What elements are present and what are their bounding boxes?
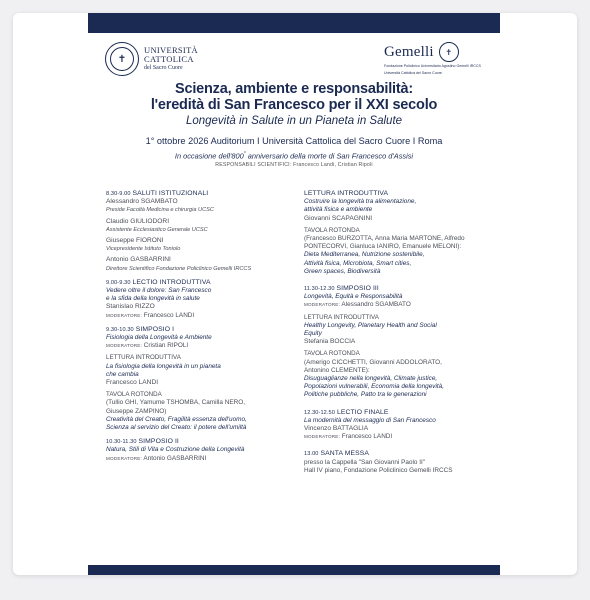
lettura-speaker: Francesco LANDI [106,379,159,387]
saluti-title: SALUTI ISTITUZIONALI [132,190,209,197]
gemelli-word: Gemelli [384,43,434,60]
lettura-topic: che cambia [106,370,139,378]
lectio-topic: Vedere oltre il dolore: San Francesco [106,287,212,295]
poster-top-bar [88,13,500,33]
program-right-column [304,190,490,481]
tavola-participants: (Tullio GHI, Yamume TSHOMBA, Camilla NERO, [106,399,245,407]
tavola-topic: Dieta Mediterranea, Nutrizione sostenibile, [304,251,425,259]
moderator-name: Francesco LANDI [143,311,195,319]
speaker-name: Alessandro SGAMBATO [106,198,178,206]
lectio-topic: e la sfida della longevità in salute [106,295,200,303]
speaker-name: Antonio GASBARRINI [106,256,171,264]
simposio2-moderator [106,455,294,463]
speaker-role: Direttore Scientifico Fondazione Policlinico Gemelli IRCCS [106,265,252,272]
tavola-title: TAVOLA ROTONDA [304,350,360,358]
poster-occasion [96,151,492,160]
occasion-post: anniversario della morte di San Francesco d'Assisi [245,151,414,161]
lettura-title: LETTURA INTRODUTTIVA [106,354,181,362]
messa-block [304,450,490,475]
simposio2-topic: Natura, Stili di Vita e Costruzione della Longevità [106,446,245,454]
lectio-time: 9.00-9.30 [106,279,131,286]
tavola-participants: PONTECORVI, Gianluca IANIRO, Emanuele MELONI): [304,243,462,251]
title-line2: l'eredità di San Francesco per il XXI secolo [150,97,438,113]
simposio2-block [106,438,294,463]
tavola-title: TAVOLA ROTONDA [106,391,162,399]
ucsc-line1: UNIVERSITÀ [144,44,198,55]
ucsc-seal-icon: ✝ [105,42,139,76]
lettura-block [304,190,490,276]
messa-time: 13.00 [304,451,319,458]
tavola-title: TAVOLA ROTONDA [304,226,360,234]
moderator-label: MODERATORE: [106,455,142,461]
finale-block [304,409,490,442]
simposio1-block [106,326,294,432]
finale-moderator [304,433,490,441]
ucsc-line3: del Sacro Cuore [144,64,183,71]
simposio1-time: 9.30-10.30 [106,326,134,333]
simposio3-block [304,285,490,400]
tavola-topic: Creatività del Creato, Fragilità essenza dell'uomo, [106,415,247,423]
lettura-topic: Costruire la longevità tra alimentazione, [304,198,417,206]
simposio1-title: SIMPOSIO I [135,325,175,333]
lettura-title: LETTURA INTRODUTTIVA [304,313,379,321]
simposio1-topic: Fisiologia della Longevità e Ambiente [106,334,212,342]
lectio-block [106,279,294,320]
simposio2-time: 10.30-11.30 [106,439,137,446]
occasion-sup: ° [243,151,246,157]
finale-time: 12.30-12.50 [304,409,335,416]
simposio1-moderator [106,342,294,350]
title-line1: Scienza, ambiente e responsabilità: [175,81,413,97]
lectio-speaker: Stanislao RIZZO [106,303,155,311]
lettura-topic: Equity [304,330,322,338]
messa-location: presso la Cappella "San Giovanni Paolo II" [304,458,426,466]
moderator-label: MODERATORE: [304,434,340,440]
tavola-topic: Politiche pubbliche, Patto tra le generazioni [304,391,427,399]
moderator-name: Francesco LANDI [341,433,393,441]
simposio3-topic: Longevità, Equità e Responsabilità [304,293,403,301]
tavola-participants: (Amerigo CICCHETTI, Giovanni ADDOLORATO, [304,358,442,366]
lectio-title: LECTIO INTRODUTTIVA [132,278,211,286]
moderator-label: MODERATORE: [304,302,340,308]
gemelli-seal-icon: ✝ [439,42,459,62]
simposio3-time: 11.30-12.30 [304,286,335,293]
speaker-role: Preside Facoltà Medicina e chirurgia UCSC [106,207,214,214]
saluti-block [106,190,294,273]
gemelli-sub1: Fondazione Policlinico Universitario Agostino Gemelli IRCCS [384,64,481,68]
tavola-participants: Giuseppe ZAMPINO) [106,407,167,415]
finale-speaker: Vincenzo BATTAGLIA [304,425,369,433]
poster-title [96,81,492,113]
speaker-role: Vicepresidente Istituto Toniolo [106,246,181,253]
lettura-speaker: Giovanni SCAPAGNINI [304,214,373,222]
simposio3-title: SIMPOSIO III [336,285,379,293]
messa-location: Hall IV piano, Fondazione Policlinico Gemelli IRCCS [304,466,453,474]
lettura-topic: attività fisica e ambiente [304,206,373,214]
moderator-label: MODERATORE: [106,312,142,318]
finale-topic: La modernità del messaggio di San Francesco [304,416,436,424]
tavola-topic: Scienza al servizio del Creato: il potere dell'umiltà [106,424,247,432]
saluti-time: 8.30-9.00 [106,191,131,197]
moderator-name: Cristian RIPOLI [143,342,189,350]
tavola-participants: Antonino CLEMENTE): [304,366,370,374]
speaker-name: Giuseppe FIORONI [106,237,164,245]
poster-bottom-bar [88,565,500,575]
ucsc-logo [105,42,198,76]
tavola-topic: Disuguaglianze nella longevità, Climate justice, [304,375,438,383]
tavola-topic: Green spaces, Biodiversità [304,267,381,275]
lettura-title: LETTURA INTRODUTTIVA [304,190,389,197]
speaker-name: Claudio GIULIODORI [106,217,170,225]
moderator-label: MODERATORE: [106,343,142,349]
lectio-moderator [106,312,294,320]
tavola-topic: Attività fisica, Microbiota, Smart cities, [304,259,412,267]
poster-subtitle: Longevità in Salute in un Pianeta in Salute [185,115,403,127]
program-left-column [106,190,294,469]
finale-title: LECTIO FINALE [336,408,389,416]
poster-dateline: 1° ottobre 2026 Auditorium I Università Cattolica del Sacro Cuore I Roma [145,136,443,146]
simposio3-moderator [304,301,490,309]
gemelli-sub2: Università Cattolica del Sacro Cuore [384,70,442,75]
gemelli-logo [384,42,488,75]
lettura-topic: Healthy Longevity, Planetary Health and Social [304,321,437,329]
moderator-name: Alessandro SGAMBATO [341,301,411,309]
occasion-pre: In occasione dell'800 [174,151,244,161]
simposio2-title: SIMPOSIO II [138,438,179,446]
responsabili-scientifici: RESPONSABILI SCIENTIFICI: Francesco Landi, Cristian Ripoli [215,162,373,168]
moderator-name: Antonio GASBARRINI [143,454,207,462]
speaker-role: Assistente Ecclesiastico Generale UCSC [106,226,208,233]
lettura-topic: La fisiologia della longevità in un pianeta [106,362,221,370]
lettura-speaker: Stefania BOCCIA [304,338,356,346]
ucsc-line2: CATTOLICA [144,53,194,64]
tavola-topic: Popolazioni vulnerabili, Economia della longevità, [304,383,444,391]
tavola-participants: (Francesco BURZOTTA, Anna Maria MARTONE, Alfredo [304,235,465,243]
messa-title: SANTA MESSA [320,450,370,458]
